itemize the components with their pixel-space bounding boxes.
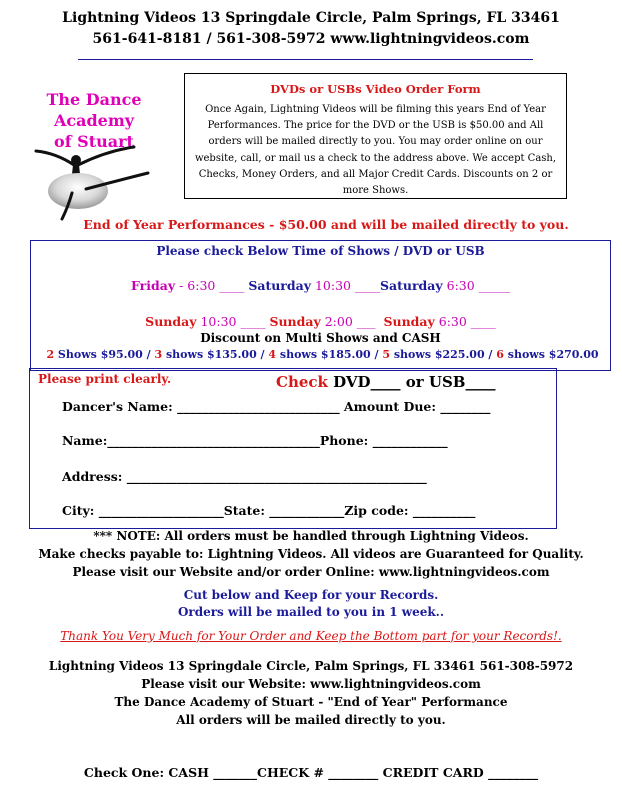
header-address: Lightning Videos 13 Springdale Circle, Palm Springs, FL 33461 — [62, 10, 560, 26]
end-of-year-price: End of Year Performances - $50.00 and will be mailed directly to you. — [83, 217, 569, 232]
discount-price: shows $225.00 / — [390, 348, 497, 361]
discount-count: 6 — [496, 348, 504, 361]
customer-form-box — [29, 368, 557, 529]
show-times-title: Please check Below Time of Shows / DVD or USB — [156, 244, 485, 258]
discount-count: 3 — [154, 348, 163, 361]
order-form-title: DVDs or USBs Video Order Form — [270, 82, 481, 96]
show-time-checkbox[interactable]: 10:30 ____ — [311, 278, 380, 293]
bottom-website: Please visit our Website: www.lightningvideos.com — [141, 677, 481, 691]
discount-price: shows $270.00 — [503, 348, 599, 361]
show-times-box — [30, 240, 611, 371]
ballerina-image — [16, 143, 166, 223]
note-website: Please visit our Website and/or order Online: www.lightningvideos.com — [72, 565, 550, 579]
note-cut-below: Cut below and Keep for your Records. — [183, 588, 439, 602]
note-checks: Make checks payable to: Lightning Videos. All videos are Guaranteed for Quality. — [38, 547, 584, 561]
discount-prices — [35, 348, 610, 361]
show-day-label: Sunday — [269, 314, 321, 329]
city-state-zip-field[interactable]: City: ____________________State: ____________Zip code: __________ — [62, 503, 476, 518]
dancer-name-amount-field[interactable]: Dancer's Name: __________________________ Amount Due: ________ — [62, 399, 491, 414]
order-form-box — [184, 73, 567, 199]
order-form-description: Once Again, Lightning Videos will be filming this years End of Year Performances. The price for the DVD or the USB is $50.00 and All orders will be mailed directly to you. You may order online on our website, call, or mail us a check to the address above. We accept Cash, Checks, Money Orders, and all Major Credit Cards. Discounts on 2 or more Shows. — [194, 104, 557, 197]
academy-title-line1: The Dance Academy — [46, 90, 142, 130]
bottom-mailed: All orders will be mailed directly to you. — [176, 713, 446, 727]
discount-count: 2 — [46, 348, 55, 361]
payment-check-one[interactable]: Check One: CASH _______CHECK # ________ CREDIT CARD ________ — [83, 765, 539, 780]
note-orders: *** NOTE: All orders must be handled through Lightning Videos. — [93, 529, 529, 543]
address-field[interactable]: Address: ________________________________________________ — [62, 469, 427, 484]
note-mailed: Orders will be mailed to you in 1 week.. — [177, 605, 445, 619]
discount-count: 4 — [268, 348, 277, 361]
discount-price: shows $185.00 / — [276, 348, 383, 361]
show-time-checkbox[interactable]: 6:30 _____ — [442, 278, 510, 293]
discount-price: shows $135.00 / — [162, 348, 269, 361]
show-day-label: Friday — [131, 278, 176, 293]
show-time-checkbox[interactable]: 10:30 ____ — [196, 314, 270, 329]
bottom-performance: The Dance Academy of Stuart - "End of Year" Performance — [114, 695, 508, 709]
show-day-label: Saturday — [248, 278, 311, 293]
media-choice[interactable] — [276, 373, 495, 391]
show-time-checkbox[interactable]: 6:30 ____ — [434, 314, 496, 329]
show-day-label: Sunday — [145, 314, 197, 329]
academy-title-line2: of Stuart — [54, 132, 134, 151]
show-time-checkbox[interactable]: 2:00 ___ — [320, 314, 384, 329]
name-phone-field[interactable]: Name:__________________________________Phone: ____________ — [62, 433, 448, 448]
header-divider — [78, 59, 533, 60]
thank-you-line: Thank You Very Much for Your Order and Keep the Bottom part for your Records!. — [60, 629, 562, 643]
show-day-label: Saturday — [379, 278, 443, 293]
show-times-row-2[interactable] — [31, 314, 610, 329]
media-options[interactable]: DVD____ or USB____ — [327, 373, 496, 391]
show-time-checkbox[interactable]: - 6:30 ____ — [175, 278, 249, 293]
show-times-row-1[interactable] — [31, 278, 610, 293]
check-label: Check — [276, 373, 328, 391]
header-phone-website: 561-641-8181 / 561-308-5972 www.lightningvideos.com — [92, 31, 530, 47]
discount-price: Shows $95.00 / — [54, 348, 155, 361]
discount-count: 5 — [382, 348, 390, 361]
print-clearly-label: Please print clearly. — [38, 372, 172, 386]
bottom-address: Lightning Videos 13 Springdale Circle, Palm Springs, FL 33461 561-308-5972 — [48, 659, 574, 673]
discount-title: Discount on Multi Shows and CASH — [200, 331, 441, 345]
show-day-label: Sunday — [383, 314, 435, 329]
